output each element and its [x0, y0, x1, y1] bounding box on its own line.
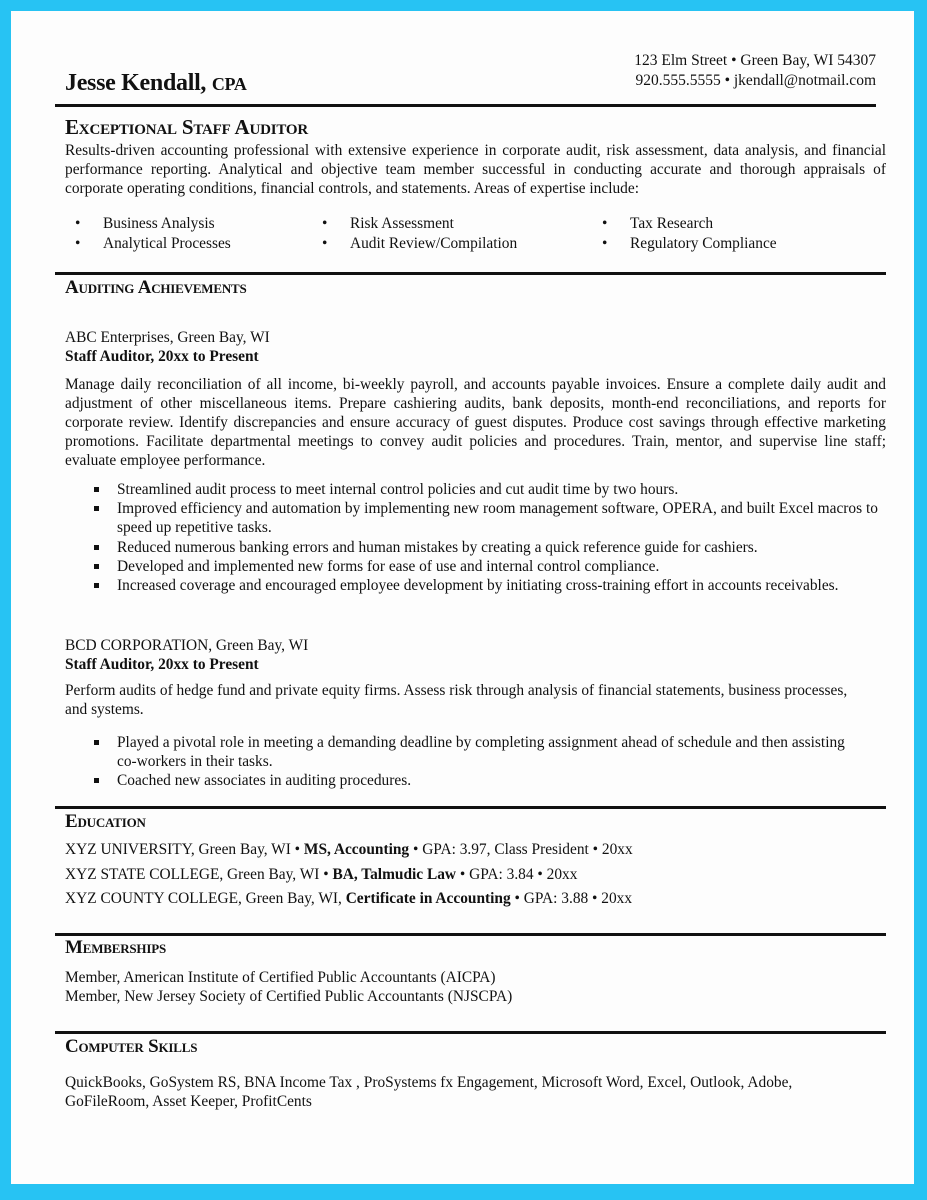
- computer-skills-section: [65, 1036, 886, 1111]
- job-description: Manage daily reconciliation of all income, bi-weekly payroll, and accounts payable invoices. Ensure a complete daily audit and adjustment of other miscellaneous items. Prepare cashiering audits, bank deposits, month-end reconciliations, and reports for corporate review. Identify discrepancies and ensure accuracy of guest disputes. Produce cost savings through effective marketing promotions. Facilitate departmental meetings to convey audit policies and procedures. Train, mentor, and supervise line staff; evaluate employee performance.: [65, 376, 886, 469]
- achievements-section: [65, 277, 886, 299]
- section-divider: [55, 272, 886, 275]
- square-bullet-icon: [94, 583, 99, 588]
- achievement-item: Improved efficiency and automation by implementing new room management software, OPERA, and built Excel macros to speed up repetitive tasks.: [65, 499, 886, 537]
- education-entry: XYZ UNIVERSITY, Green Bay, WI • MS, Accounting • GPA: 3.97, Class President • 20xx: [65, 841, 633, 858]
- square-bullet-icon: [94, 506, 99, 511]
- summary-text: Results-driven accounting professional with extensive experience in corporate audit, risk assessment, data analysis, and financial performance reporting. Analytical and objective team member successful in conducting accurate and thorough appraisals of corporate operating conditions, financial controls, and statements. Areas of expertise include:: [65, 142, 886, 197]
- square-bullet-icon: [94, 778, 99, 783]
- achievement-item: Streamlined audit process to meet internal control policies and cut audit time by two hours.: [65, 480, 886, 499]
- phone-email: 920.555.5555 • jkendall@notmail.com: [635, 72, 876, 89]
- memberships-title: Memberships: [65, 937, 166, 958]
- achievement-item: Increased coverage and encouraged employee development by initiating cross-training effort in accounts receivables.: [65, 576, 886, 595]
- section-divider: [55, 933, 886, 936]
- memberships-list: [65, 968, 886, 1006]
- computer-skills-title: Computer Skills: [65, 1036, 198, 1057]
- achievement-item: Played a pivotal role in meeting a demanding deadline by completing assignment ahead of schedule and then assisting co-workers in their tasks.: [65, 733, 865, 771]
- job-role: Staff Auditor, 20xx to Present: [65, 348, 259, 365]
- job-company: ABC Enterprises, Green Bay, WI: [65, 329, 270, 346]
- education-section: [65, 811, 886, 912]
- square-bullet-icon: [94, 545, 99, 550]
- memberships-section: [65, 937, 886, 1006]
- membership-item: Member, American Institute of Certified Public Accountants (AICPA): [65, 969, 496, 986]
- credential-text: CPA: [211, 74, 247, 94]
- square-bullet-icon: [94, 564, 99, 569]
- section-divider: [55, 1031, 886, 1034]
- resume-header: [55, 51, 876, 103]
- job-abc: [65, 328, 886, 595]
- education-entry: XYZ COUNTY COLLEGE, Green Bay, WI, Certificate in Accounting • GPA: 3.88 • 20xx: [65, 890, 633, 907]
- job-bullets: [65, 733, 865, 791]
- resume-page: Jesse Kendall, CPA 123 Elm Street • Green Bay, WI 54307 920.555.5555 • jkendall@notmail.com Exceptional Staff Auditor Results-driven accounting professional with extensive experience in corporate audit, risk assessment, data analysis, and financial performance reporting. Analytical and objective team member successful in conducting accurate and thorough appraisals of corporate operating conditions, financial controls, and statements. Areas of expertise include: • Business Analysis • Analytical Processes • Risk Assessment • Audit Review/Compilation • Tax Research • Regulatory Compliance Auditing Achievements ABC Enterprises, Green Bay, WI Staff Auditor, 20xx to Present Manage daily reconciliation of all income, bi-weekly payroll, and accounts payable invoices. Ensure a complete daily audit and adjustment of other miscellaneous items. Prepare cashiering audits, bank deposits, month-end reconciliations, and reports for corporate review. Identify discrepancies and ensure accuracy of guest disputes. Produce cost savings through effective marketing promotions. Facilitate departmental meetings to convey audit policies and procedures. Train, mentor, and supervise line staff; evaluate employee performance. Streamlined audit process to meet internal control policies and cut audit time by two hours. Improved efficiency and automation by implementing new room management software, OPERA, and built Excel macros to speed up repetitive tasks. Reduced numerous banking errors and human mistakes by creating a quick reference guide for cashiers. Developed and implemented new forms for ease of use and internal control compliance. Increased coverage and encouraged employee development by initiating cross-training effort in accounts receivables. BCD CORPORATION, Green Bay, WI Staff Auditor, 20xx to Present Perform audits of hedge fund and private equity firms. Assess risk through analysis of financial statements, business processes, and systems. Played a pivotal role in meeting a demanding deadline by completing assignment ahead of schedule and then assisting co-workers in their tasks. Coached new associates in auditing procedures. Education XYZ UNIVERSITY, Green Bay, WI • MS, Accounting • GPA: 3.97, Class President • 20xx XYZ STATE COLLEGE, Green Bay, WI • BA, Talmudic Law • GPA: 3.84 • 20xx XYZ COUNTY COLLEGE, Green Bay, WI, Certificate in Accounting • GPA: 3.88 • 20xx Memberships Member, American Institute of Certified Public Accountants (AICPA) Member, New Jersey Society of Certified Public Accountants (NJSCPA) Computer Skills QuickBooks, GoSystem RS, BNA Income Tax , ProSystems fx Engagement, Microsoft Word, Excel, Outlook, Adobe, GoFileRoom, Asset Keeper, ProfitCents: [11, 11, 914, 1184]
- square-bullet-icon: [94, 740, 99, 745]
- square-bullet-icon: [94, 487, 99, 492]
- contact-info: [634, 51, 876, 91]
- address: 123 Elm Street • Green Bay, WI 54307: [634, 52, 876, 69]
- job-description: Perform audits of hedge fund and private equity firms. Assess risk through analysis of financial statements, business processes, and systems.: [65, 682, 848, 718]
- education-title: Education: [65, 811, 146, 832]
- achievements-title: Auditing Achievements: [65, 277, 247, 298]
- candidate-name: [65, 70, 247, 97]
- job-bcd: [65, 636, 886, 791]
- achievement-item: Developed and implemented new forms for ease of use and internal control compliance.: [65, 557, 886, 576]
- achievement-item: Coached new associates in auditing procedures.: [65, 771, 865, 790]
- computer-skills-text: QuickBooks, GoSystem RS, BNA Income Tax , ProSystems fx Engagement, Microsoft Word, Excel, Outlook, Adobe, GoFileRoom, Asset Keeper, ProfitCents: [65, 1074, 793, 1110]
- education-list: [65, 838, 886, 912]
- summary-title: Exceptional Staff Auditor: [65, 115, 308, 139]
- job-bullets: [65, 480, 886, 595]
- education-entry: XYZ STATE COLLEGE, Green Bay, WI • BA, Talmudic Law • GPA: 3.84 • 20xx: [65, 865, 578, 883]
- achievement-item: Reduced numerous banking errors and human mistakes by creating a quick reference guide for cashiers.: [65, 538, 886, 557]
- section-divider: [55, 806, 886, 809]
- job-company: BCD CORPORATION, Green Bay, WI: [65, 637, 309, 654]
- name-text: Jesse Kendall,: [65, 70, 207, 96]
- summary-section: [65, 115, 886, 198]
- membership-item: Member, New Jersey Society of Certified Public Accountants (NJSCPA): [65, 988, 513, 1005]
- header-divider: [55, 104, 876, 107]
- job-role: Staff Auditor, 20xx to Present: [65, 656, 259, 673]
